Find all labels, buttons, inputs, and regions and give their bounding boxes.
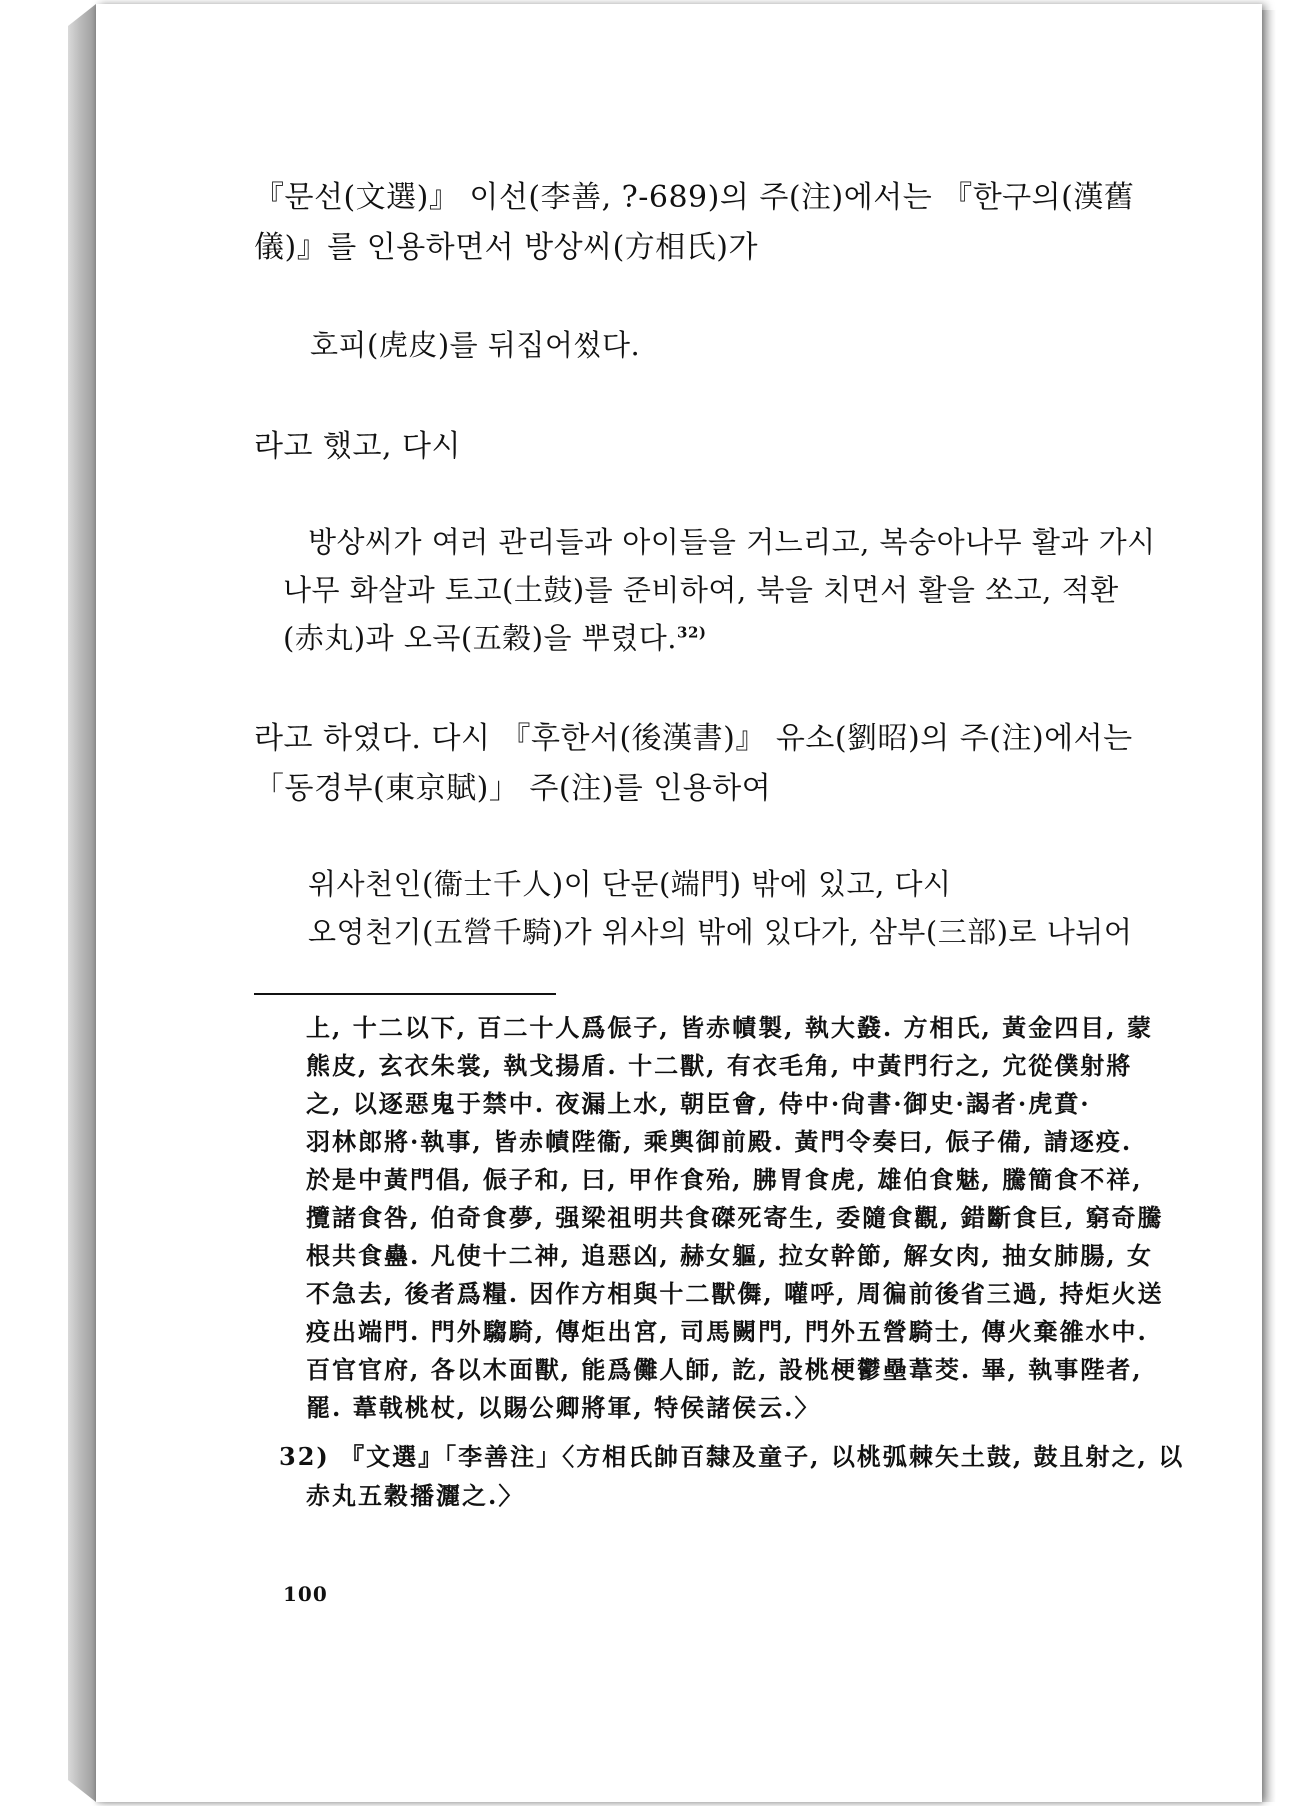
body-para3-line2: 「동경부(東京賦)」 주(注)를 인용하여 bbox=[254, 771, 772, 806]
footnote-32-line2: 赤丸五穀播灑之.〉 bbox=[306, 1481, 525, 1510]
body-para1-line1: 『문선(文選)』 이선(李善, ?-689)의 주(注)에서는 『한구의(漢舊 bbox=[254, 180, 1135, 215]
footnote-cont-line: 攬諸食咎, 伯奇食夢, 强梁祖明共食磔死寄生, 委隨食觀, 錯斷食巨, 窮奇騰 bbox=[306, 1203, 1164, 1232]
footnote-cont-line: 根共食蠱. 凡使十二神, 追惡凶, 赫女軀, 拉女幹節, 解女肉, 抽女肺腸, 女 bbox=[306, 1241, 1153, 1270]
quote2-line2: 나무 화살과 토고(土鼓)를 준비하여, 북을 치면서 활을 쏘고, 적환 bbox=[283, 573, 1119, 607]
footnote-cont-line: 羽林郎將·執事, 皆赤幘陛衞, 乘輿御前殿. 黃門令奏曰, 侲子備, 請逐疫. bbox=[306, 1127, 1133, 1156]
footnote-cont-line: 罷. 葦戟桃杖, 以賜公卿將軍, 特侯諸侯云.〉 bbox=[306, 1393, 821, 1422]
quote2-line1: 방상씨가 여러 관리들과 아이들을 거느리고, 복숭아나무 활과 가시 bbox=[308, 525, 1156, 559]
footnote-divider bbox=[254, 993, 556, 995]
book-spine-edge bbox=[68, 4, 96, 1802]
quote3-line2: 오영천기(五營千騎)가 위사의 밖에 있다가, 삼부(三部)로 나뉘어 bbox=[308, 915, 1133, 949]
footnote-cont-line: 不急去, 後者爲糧. 因作方相與十二獸儛, 嚾呼, 周徧前後省三過, 持炬火送 bbox=[306, 1279, 1164, 1308]
page-sheet bbox=[96, 4, 1262, 1802]
quote2-line3 bbox=[283, 616, 707, 657]
footnote-cont-line: 上, 十二以下, 百二十人爲侲子, 皆赤幘製, 執大鼗. 方相氏, 黃金四目, 蒙 bbox=[306, 1013, 1153, 1042]
footnote-cont-line: 百官官府, 各以木面獸, 能爲儺人師, 訖, 設桃梗鬱壘葦茭. 畢, 執事陛者, bbox=[306, 1355, 1143, 1384]
footnote-cont-line: 於是中黃門倡, 侲子和, 曰, 甲作食殆, 胇胃食虎, 雄伯食魅, 騰簡食不祥, bbox=[306, 1165, 1143, 1194]
quote2-line3-text: (赤丸)과 오곡(五穀)을 뿌렸다. bbox=[283, 621, 678, 655]
footnote-32-line1: 32) 『文選』「李善注」〈方相氏帥百隸及童子, 以桃弧棘矢土鼓, 鼓且射之, 以 bbox=[279, 1442, 1185, 1471]
footnote-cont-line: 之, 以逐惡鬼于禁中. 夜漏上水, 朝臣會, 侍中·尙書·御史·謁者·虎賁· bbox=[306, 1089, 1091, 1118]
page-number: 100 bbox=[283, 1582, 328, 1606]
footnote-ref-32: 32) bbox=[677, 623, 707, 642]
page-shadow bbox=[1262, 10, 1276, 1802]
body-para1-line2: 儀)』를 인용하면서 방상씨(方相氏)가 bbox=[254, 230, 758, 265]
quote1-line: 호피(虎皮)를 뒤집어썼다. bbox=[310, 328, 641, 362]
quote3-line1: 위사천인(衞士千人)이 단문(端門) 밖에 있고, 다시 bbox=[308, 867, 952, 901]
footnote-cont-line: 熊皮, 玄衣朱裳, 執戈揚盾. 十二獸, 有衣毛角, 中黃門行之, 宂從僕射將 bbox=[306, 1051, 1133, 1080]
footnote-cont-line: 疫出端門. 門外騶騎, 傳炬出宮, 司馬闕門, 門外五營騎士, 傳火棄雒水中. bbox=[306, 1317, 1148, 1346]
body-para3-line1: 라고 하였다. 다시 『후한서(後漢書)』 유소(劉昭)의 주(注)에서는 bbox=[254, 721, 1133, 756]
body-para2-line: 라고 했고, 다시 bbox=[254, 429, 461, 464]
